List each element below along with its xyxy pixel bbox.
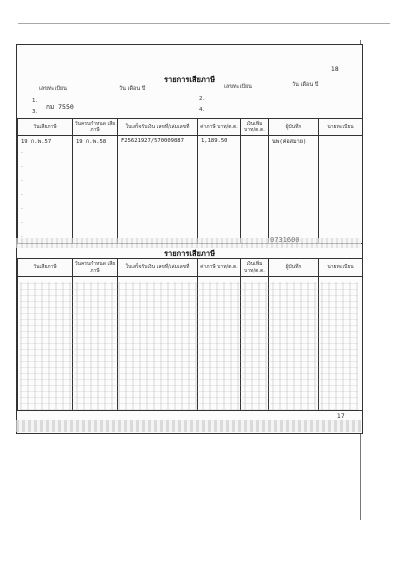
entry-due-date: 19 ก.พ.58: [73, 136, 118, 244]
plate-row-2-number: 2.: [199, 96, 205, 102]
col-registrar: นายทะเบียน: [319, 119, 363, 136]
plate-row-1-value: กม 7550: [46, 103, 74, 111]
col-tax-amount: ค่าภาษี บาท/ต.ต.: [198, 259, 241, 277]
entry-tax-date: 19 ก.พ.57: [18, 136, 73, 244]
col-recorder: ผู้บันทึก: [269, 119, 319, 136]
page-number-top: 18: [331, 66, 339, 73]
bleed-through-band: [16, 238, 361, 248]
col-receipt: ใบเสร็จรับเงิน เลขที่/เล่มเลขที่: [118, 259, 198, 277]
col-surcharge: เงินเพิ่ม บาท/ต.ต.: [241, 259, 269, 277]
col-due-date: วันครบกำหนด เสียภาษี: [73, 119, 118, 136]
col-receipt: ใบเสร็จรับเงิน เลขที่/เล่มเลขที่: [118, 119, 198, 136]
table-header-row: [18, 119, 363, 136]
col-surcharge: เงินเพิ่ม บาท/ต.ต.: [241, 119, 269, 136]
table-header-row: [18, 259, 363, 277]
plate-label-left: เลขทะเบียน: [39, 86, 67, 92]
date-label-right: วัน เดือน ปี: [292, 82, 319, 88]
table-row: [18, 136, 363, 244]
page-top-edge: [18, 23, 390, 24]
col-tax-amount: ค่าภาษี บาท/ต.ต.: [198, 119, 241, 136]
col-tax-date: วันเสียภาษี: [18, 119, 73, 136]
entry-tax-amount: 1,189.50: [198, 136, 241, 244]
entry-recorder: นพ(ค่อสมาย): [269, 136, 319, 244]
bleed-through-texture: [20, 282, 358, 410]
margin-dots-top: · · · · · ·: [21, 150, 23, 227]
date-label-left: วัน เดือน ปี: [119, 86, 146, 92]
second-form-title: รายการเสียภาษี: [163, 249, 216, 258]
entry-registrar: [319, 136, 363, 244]
entry-receipt: F25621927/570009887: [118, 136, 198, 244]
col-recorder: ผู้บันทึก: [269, 259, 319, 277]
form-title: รายการเสียภาษี: [163, 75, 216, 84]
page-number-bottom: 17: [337, 413, 345, 420]
col-registrar: นายทะเบียน: [319, 259, 363, 277]
plate-label-right: เลขทะเบียน: [224, 84, 252, 90]
plate-row-4-number: 4.: [199, 107, 205, 113]
plate-row-3-number: 3.: [32, 109, 38, 115]
bleed-through-stripe: [16, 420, 361, 432]
col-tax-date: วันเสียภาษี: [18, 259, 73, 277]
entry-surcharge: [241, 136, 269, 244]
col-due-date: วันครบกำหนด เสียภาษี: [73, 259, 118, 277]
tax-table-top: [17, 118, 363, 244]
plate-row-1-number: 1.: [32, 98, 38, 104]
bleed-through-number: 0731600: [270, 236, 300, 244]
